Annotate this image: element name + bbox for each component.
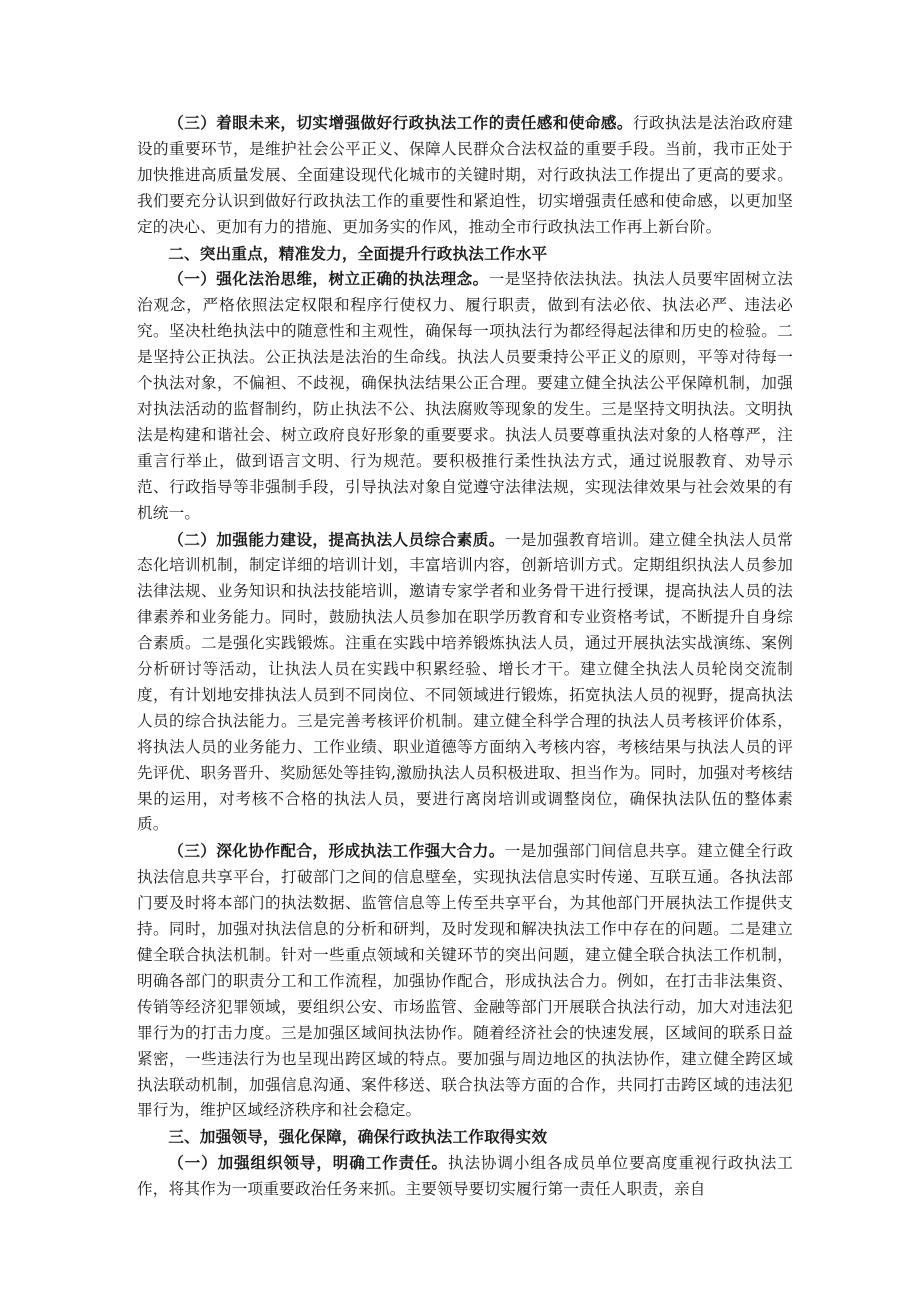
paragraph-lead: （一）强化法治思维，树立正确的执法理念。 <box>168 269 489 289</box>
section-heading-3: 三、加强领导，强化保障，确保行政执法工作取得实效 <box>168 1127 548 1147</box>
paragraph-2-3b <box>137 838 793 1124</box>
paragraph-text: 一是加强教育培训。建立健全执法人员常态化培训机制，制定详细的培训计划，丰富培训内容，创新培训方式。定期组织执法人员参加法律法规、业务知识和执法技能培训，邀请专家学者和业务骨干进行授课，提高执法人员的法律素养和业务能力。同时，鼓励执法人员参加在职学历教育和专业资格考试，不断提升自身综合素质。二是强化实践锻炼。注重在实践中培养锻炼执法人员，通过开展执法实战演练、案例分析研讨等活动，让执法人员在实践中积累经验、增长才干。建立健全执法人员轮岗交流制度，有计划地安排执法人员到不同岗位、不同领域进行锻炼，拓宽执法人员的视野，提高执法人员的综合执法能力。三是完善考核评价机制。建立健全科学合理的执法人员考核评价体系，将执法人员的业务能力、工作业绩、职业道德等方面纳入考核内容，考核结果与执法人员的评先评优、职务晋升、奖励惩处等挂钩,激励执法人员积极进取、担当作为。同时，加强对考核结果的运用，对考核不合格的执法人员，要进行离岗培训或调整岗位，确保执法队伍的整体素质。 <box>137 530 793 834</box>
paragraph-3-1 <box>137 1150 793 1203</box>
paragraph-2-1-1 <box>137 266 793 526</box>
paragraph-lead: （三）着眼未来，切实增强做好行政执法工作的责任感和使命感。 <box>168 113 633 132</box>
paragraph-lead: （一）加强组织领导，明确工作责任。 <box>168 1153 449 1173</box>
paragraph-lead: （二）加强能力建设，提高执法人员综合素质。 <box>168 529 505 549</box>
section-heading-2: 二、突出重点，精准发力，全面提升行政执法工作水平 <box>168 243 548 263</box>
document-body <box>137 110 793 1203</box>
paragraph-text: 一是坚持依法执法。执法人员要牢固树立法治观念，严格依照法定权限和程序行使权力、履行职责，做到有法必依、执法必严、违法必究。坚决杜绝执法中的随意性和主观性，确保每一项执法行为都经得起法律和历史的检验。二是坚持公正执法。公正执法是法治的生命线。执法人员要秉持公平正义的原则，平等对待每一个执法对象，不偏袒、不歧视，确保执法结果公正合理。要建立健全执法公平保障机制，加强对执法活动的监督制约，防止执法不公、执法腐败等现象的发生。三是坚持文明执法。文明执法是构建和谐社会、树立政府良好形象的重要要求。执法人员要尊重执法对象的人格尊严，注重言行举止，做到语言文明、行为规范。要积极推行柔性执法方式，通过说服教育、劝导示范、行政指导等非强制手段，引导执法对象自觉遵守法律法规，实现法律效果与社会效果的有机统一。 <box>137 270 793 522</box>
paragraph-text: 执法协调小组各成员单位要高度重视行政执法工作，将其作为一项重要政治任务来抓。主要领导要切实履行第一责任人职责，亲自 <box>137 1154 794 1199</box>
paragraph-text: 一是加强部门间信息共享。建立健全行政执法信息共享平台，打破部门之间的信息壁垒，实现执法信息实时传递、互联互通。各执法部门要及时将本部门的执法数据、监管信息等上传至共享平台，为其他部门开展执法工作提供支持。同时，加强对执法信息的分析和研判，及时发现和解决执法工作中存在的问题。二是建立健全联合执法机制。针对一些重点领域和关键环节的突出问题，建立健全联合执法工作机制，明确各部门的职责分工和工作流程，加强协作配合，形成执法合力。例如，在打击非法集资、传销等经济犯罪领域，要组织公安、市场监管、金融等部门开展联合执法行动，加大对违法犯罪行为的打击力度。三是加强区域间执法协作。随着经济社会的快速发展，区域间的联系日益紧密，一些违法行为也呈现出跨区域的特点。要加强与周边地区的执法协作，建立健全跨区域执法联动机制，加强信息沟通、案件移送、联合执法等方面的合作，共同打击跨区域的违法犯罪行为，维护区域经济秩序和社会稳定。 <box>137 842 793 1120</box>
paragraph-lead: （三）深化协作配合，形成执法工作强大合力。 <box>168 841 505 861</box>
paragraph-text: 行政执法是法治政府建设的重要环节，是维护社会公平正义、保障人民群众合法权益的重要手段。当前，我市正处于加快推进高质量发展、全面建设现代化城市的关键时期，对行政执法工作提出了更高的要求。我们要充分认识到做好行政执法工作的重要性和紧迫性，切实增强责任感和使命感，以更加坚定的决心、更加有力的措施、更加务实的作风，推动全市行政执法工作再上新台阶。 <box>137 114 793 236</box>
paragraph-2-2 <box>137 527 793 839</box>
paragraph-2-3 <box>137 110 793 241</box>
